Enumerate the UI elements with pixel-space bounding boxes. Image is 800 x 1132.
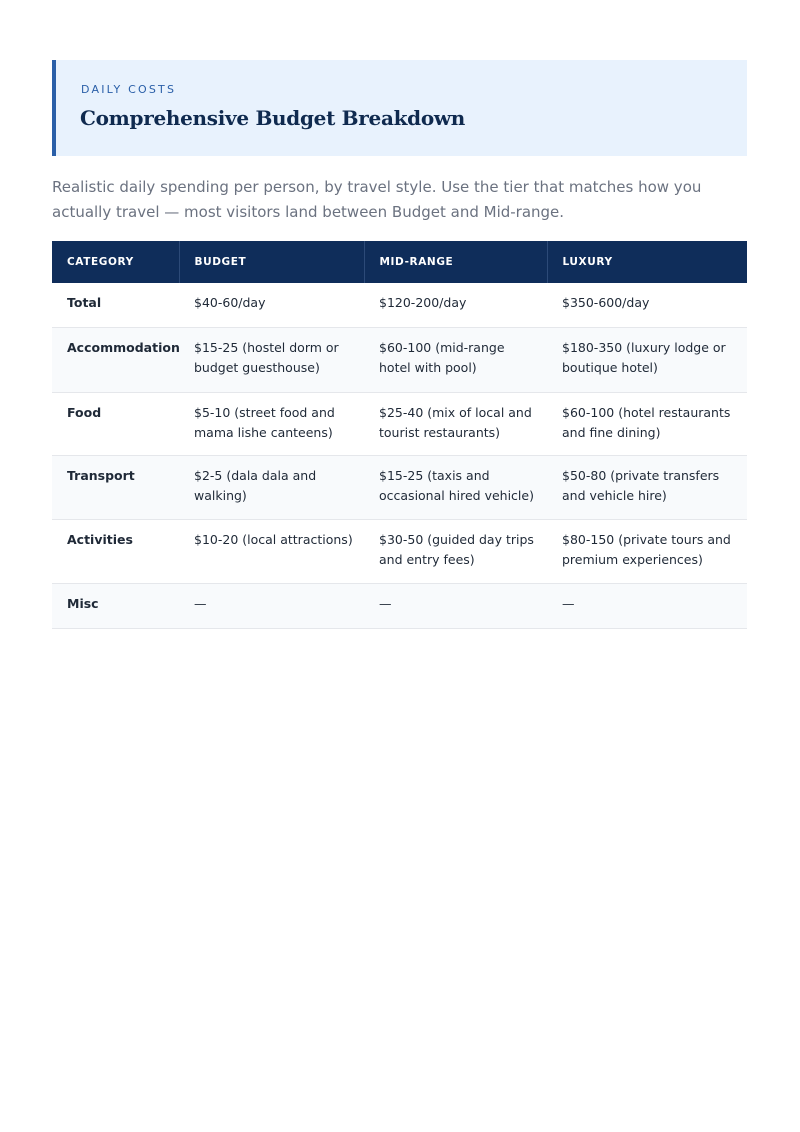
row-category: Transport — [52, 455, 179, 519]
luxury-cell: $50-80 (private transfers and vehicle hire) — [547, 455, 747, 519]
table-header-row — [52, 241, 747, 283]
luxury-cell: $350-600/day — [547, 283, 747, 327]
budget-cell: $10-20 (local attractions) — [179, 519, 364, 583]
table-row — [52, 392, 747, 455]
column-header-luxury: LUXURY — [547, 241, 747, 283]
mid-range-cell: $25-40 (mix of local and tourist restaurants) — [364, 392, 547, 455]
budget-cell: $5-10 (street food and mama lishe canteens) — [179, 392, 364, 455]
table-row — [52, 327, 747, 392]
mid-range-cell: $30-50 (guided day trips and entry fees) — [364, 519, 547, 583]
luxury-cell: $60-100 (hotel restaurants and fine dining) — [547, 392, 747, 455]
luxury-cell: — — [547, 583, 747, 628]
section-header — [52, 60, 747, 156]
row-category: Misc — [52, 583, 179, 628]
luxury-cell: $180-350 (luxury lodge or boutique hotel) — [547, 327, 747, 392]
section-eyebrow: DAILY COSTS — [81, 83, 177, 96]
page-title: Comprehensive Budget Breakdown — [80, 106, 466, 130]
mid-range-cell: — — [364, 583, 547, 628]
row-category: Food — [52, 392, 179, 455]
budget-cell: — — [179, 583, 364, 628]
budget-cell: $15-25 (hostel dorm or budget guesthouse) — [179, 327, 364, 392]
budget-cell: $40-60/day — [179, 283, 364, 327]
mid-range-cell: $120-200/day — [364, 283, 547, 327]
table-row — [52, 519, 747, 583]
mid-range-cell: $60-100 (mid-range hotel with pool) — [364, 327, 547, 392]
mid-range-cell: $15-25 (taxis and occasional hired vehicle) — [364, 455, 547, 519]
column-header-category: CATEGORY — [52, 241, 179, 283]
column-header-budget: BUDGET — [179, 241, 364, 283]
table-row — [52, 583, 747, 628]
table-row — [52, 455, 747, 519]
luxury-cell: $80-150 (private tours and premium experiences) — [547, 519, 747, 583]
row-category: Activities — [52, 519, 179, 583]
budget-cell: $2-5 (dala dala and walking) — [179, 455, 364, 519]
table-row — [52, 283, 747, 327]
row-category: Accommodation — [52, 327, 179, 392]
budget-table — [52, 241, 747, 629]
intro-paragraph: Realistic daily spending per person, by travel style. Use the tier that matches how you actually travel — most visitors land between Budget and Mid-range. — [52, 178, 702, 221]
column-header-mid-range: MID-RANGE — [364, 241, 547, 283]
row-category: Total — [52, 283, 179, 327]
